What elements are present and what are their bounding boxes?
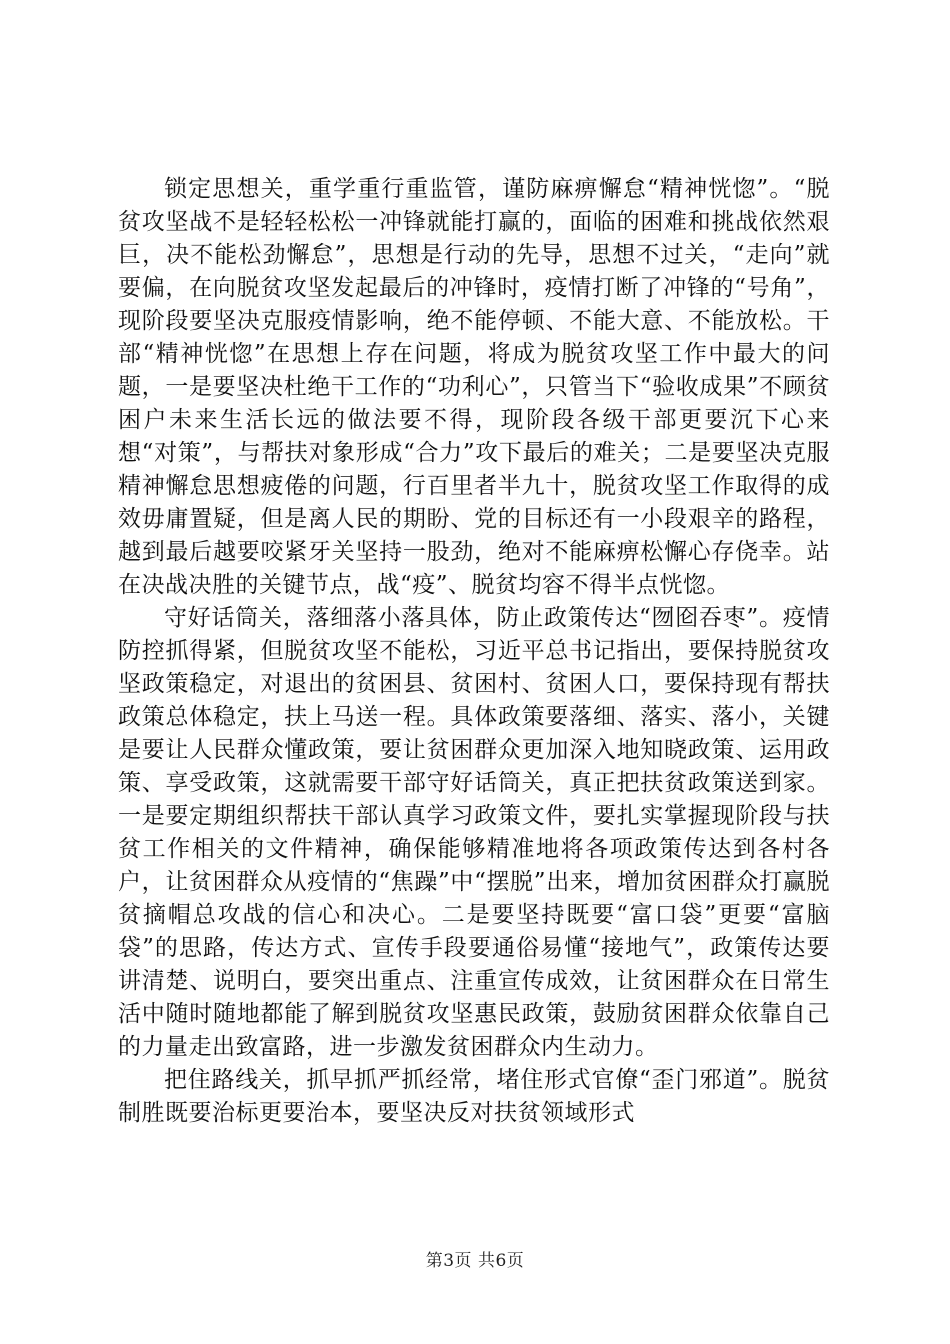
- document-body: [118, 173, 830, 1130]
- page-footer: 第3页 共6页: [425, 1251, 525, 1271]
- paragraph-policy-communication: 守好话筒关，落细落小落具体，防止政策传达“囫囵吞枣”。疫情防控抓得紧，但脱贫攻坚不能松，习近平总书记指出，要保持脱贫攻坚政策稳定，对退出的贫困县、贫困村、贫困人口，要保持现有帮扶政策总体稳定，扶上马送一程。具体政策要落细、落实、落小，关键是要让人民群众懂政策，要让贫困群众更加深入地知晓政策、运用政策、享受政策，这就需要干部守好话筒关，真正把扶贫政策送到家。一是要定期组织帮扶干部认真学习政策文件，要扎实掌握现阶段与扶贫工作相关的文件精神，确保能够精准地将各项政策传达到各村各户，让贫困群众从疫情的“焦躁”中“摆脱”出来，增加贫困群众打赢脱贫摘帽总攻战的信心和决心。二是要坚持既要“富口袋”更要“富脑袋”的思路，传达方式、宣传手段要通俗易懂“接地气”，政策传达要讲清楚、说明白，要突出重点、注重宣传成效，让贫困群众在日常生活中随时随地都能了解到脱贫攻坚惠民政策，鼓励贫困群众依靠自己的力量走出致富路，进一步激发贫困群众内生动力。: [118, 605, 830, 1060]
- paragraph-mindset-checkpoint: 锁定思想关，重学重行重监管，谨防麻痹懈怠“精神恍惚”。“脱贫攻坚战不是轻轻松松一冲锋就能打赢的，面临的困难和挑战依然艰巨，决不能松劲懈怠”，思想是行动的先导，思想不过关，“走向”就要偏，在向脱贫攻坚发起最后的冲锋时，疫情打断了冲锋的“号角”，现阶段要坚决克服疫情影响，绝不能停顿、不能大意、不能放松。干部“精神恍惚”在思想上存在问题，将成为脱贫攻坚工作中最大的问题，一是要坚决杜绝干工作的“功利心”，只管当下“验收成果”不顾贫困户未来生活长远的做法要不得，现阶段各级干部更要沉下心来想“对策”，与帮扶对象形成“合力”攻下最后的难关；二是要坚决克服精神懈怠思想疲倦的问题，行百里者半九十，脱贫攻坚工作取得的成效毋庸置疑，但是离人民的期盼、党的目标还有一小段艰辛的路程，越到最后越要咬紧牙关坚持一股劲，绝对不能麻痹松懈心存侥幸。站在决战决胜的关键节点，战“疫”、脱贫均容不得半点恍惚。: [118, 176, 830, 598]
- paragraph-route-checkpoint: 把住路线关，抓早抓严抓经常，堵住形式官僚“歪门邪道”。脱贫制胜既要治标更要治本，要坚决反对扶贫领域形式: [118, 1067, 830, 1126]
